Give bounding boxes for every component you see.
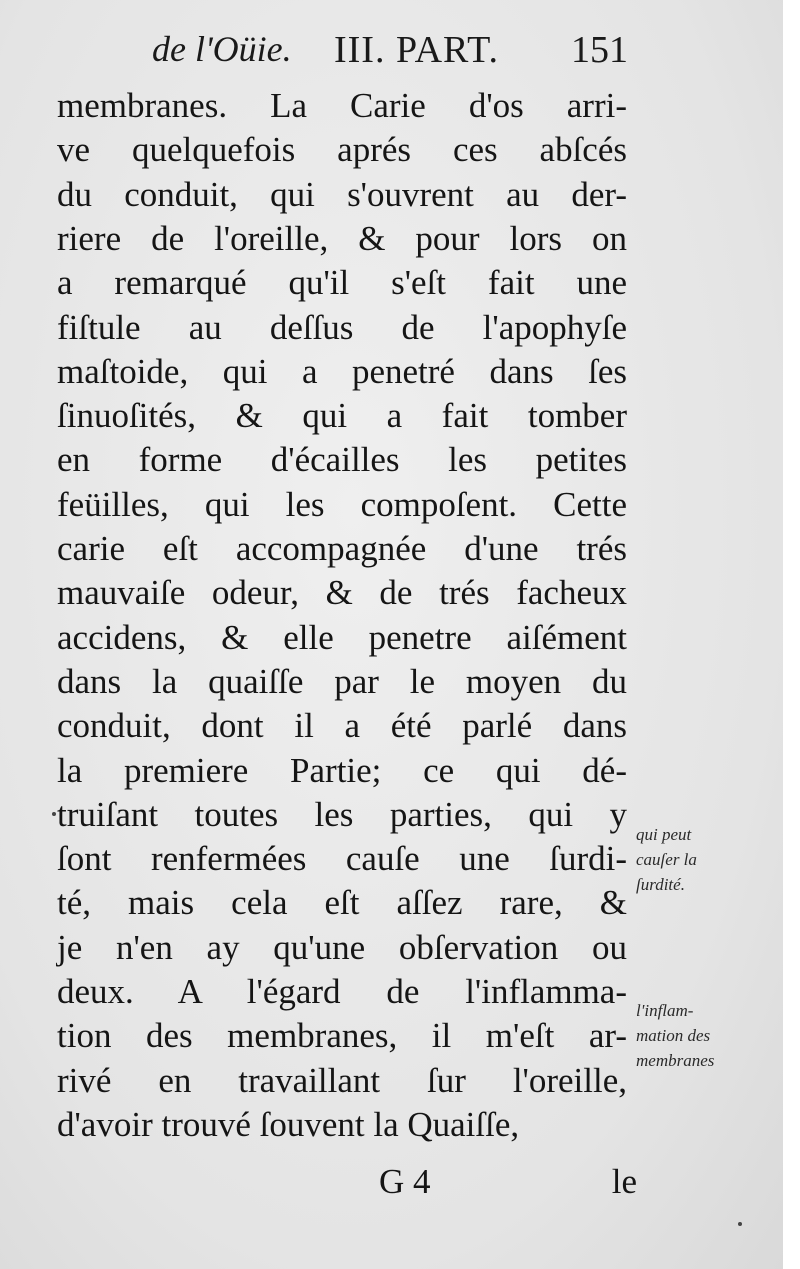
text-line: riere de l'oreille, & pour lors on <box>57 218 627 258</box>
text-line: mauvaiſe odeur, & de trés facheux <box>57 573 627 613</box>
running-header <box>146 28 636 78</box>
margin-note-inflammation <box>636 998 776 1073</box>
margin-note-line: membranes <box>636 1051 715 1070</box>
text-line: tion des membranes, il m'eſt ar- <box>57 1016 627 1056</box>
margin-note-line: cauſer la <box>636 850 697 869</box>
running-title: de l'Oüie. <box>152 29 292 69</box>
text-line: té, mais cela eſt aſſez rare, & <box>57 883 627 923</box>
text-line: maſtoide, qui a penetré dans ſes <box>57 351 627 391</box>
margin-note-line: qui peut <box>636 825 692 844</box>
text-line: accidens, & elle penetre aiſément <box>57 617 627 657</box>
text-line: ſont renfermées cauſe une ſurdi- <box>57 839 627 879</box>
page-number: 151 <box>571 29 628 71</box>
text-line: rivé en travaillant ſur l'oreille, <box>57 1060 627 1100</box>
text-line: conduit, dont il a été parlé dans <box>57 706 627 746</box>
text-line: la premiere Partie; ce qui dé- <box>57 750 627 790</box>
catchword: le <box>611 1162 637 1201</box>
margin-note-surdite <box>636 822 766 897</box>
ink-speck <box>52 812 56 816</box>
signature-mark: G 4 <box>379 1162 431 1201</box>
text-line: feüilles, qui les compoſent. Cette <box>57 484 627 524</box>
text-line: carie eſt accompagnée d'une trés <box>57 529 627 568</box>
page-edge <box>783 0 800 1269</box>
text-line: dans la quaiſſe par le moyen du <box>57 661 627 701</box>
ink-speck <box>738 1222 742 1226</box>
margin-note-line: ſurdité. <box>636 875 685 894</box>
page-footer <box>57 1162 637 1206</box>
text-line: a remarqué qu'il s'eſt fait une <box>57 263 627 303</box>
text-line: je n'en ay qu'une obſervation ou <box>57 927 627 967</box>
text-line: fiſtule au deſſus de l'apophyſe <box>57 307 627 347</box>
text-line: du conduit, qui s'ouvrent au der- <box>57 174 627 214</box>
margin-note-line: mation des <box>636 1026 711 1045</box>
text-line: en forme d'écailles les petites <box>57 440 627 480</box>
margin-note-line: l'inflam- <box>636 1001 694 1020</box>
text-line: d'avoir trouvé ſouvent la Quaiſſe, <box>57 1104 520 1144</box>
text-line: deux. A l'égard de l'inflamma- <box>57 972 627 1011</box>
text-line: truiſant toutes les parties, qui y <box>57 794 627 834</box>
text-line: ve quelquefois aprés ces abſcés <box>57 130 627 170</box>
text-line: ſinuoſités, & qui a fait tomber <box>57 396 627 436</box>
text-line: membranes. La Carie d'os arri- <box>57 86 627 125</box>
part-label: III. PART. <box>334 29 500 71</box>
